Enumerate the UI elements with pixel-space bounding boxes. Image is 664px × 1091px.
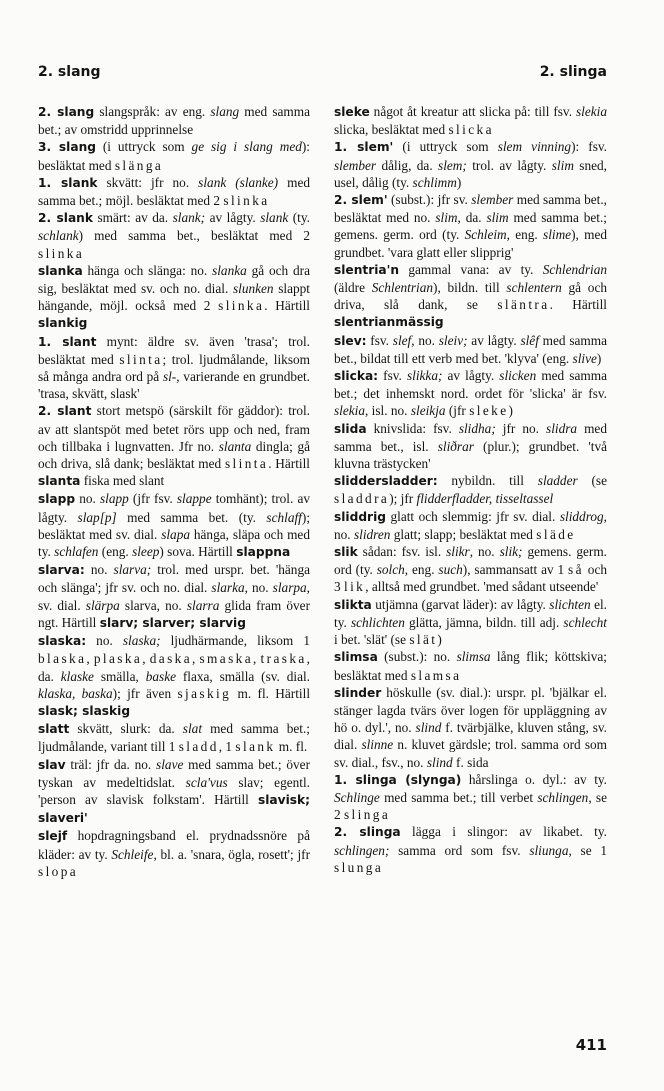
entry-text: slav; egentl. 'person av slavisk folkstam'. Härtill [38, 774, 310, 807]
italic-term: sliunga [529, 842, 569, 858]
italic-term: slember [471, 192, 514, 208]
entry-text: med samma bet. (ty. [116, 509, 267, 525]
italic-term: slang [210, 104, 240, 119]
entry-text: m. fl. [275, 739, 308, 755]
entry-text: smärt: av da. [92, 210, 173, 226]
italic-term: schlaff [266, 509, 302, 525]
cross-reference: släde [536, 526, 576, 542]
entry-text: (subst.): jfr sv. [387, 192, 472, 208]
cross-reference: slunga [334, 859, 384, 875]
headword: slanta [38, 474, 81, 489]
cross-reference: traska [260, 651, 307, 667]
entry-text: glatt och slemmig: jfr sv. dial. [385, 508, 560, 524]
italic-term: sleikja [410, 403, 446, 419]
entry-text: (ty. [288, 210, 310, 226]
headword: slentria'n [334, 262, 400, 277]
entry-text: no. [84, 562, 114, 578]
cross-reference: smaska [199, 651, 254, 667]
italic-term: slave [156, 756, 184, 772]
entry-text: , [86, 651, 94, 667]
entry-text: av lågty. [467, 332, 521, 348]
italic-term: slarra [186, 597, 220, 613]
italic-term: slärpa [85, 597, 120, 613]
cross-reference: sjaskig [177, 685, 232, 701]
entry-text: , [253, 651, 261, 667]
dictionary-entry [334, 191, 607, 261]
entry-text: (eng. [98, 544, 133, 560]
entry-text: mynt: äldre sv. även 'trasa'; trol. besläktat med [38, 333, 311, 367]
cross-reference: slinga [343, 807, 391, 823]
dictionary-entry [334, 367, 607, 420]
entry-text: sned, usel, dålig (ty. [334, 157, 607, 190]
italic-term: slidren [353, 526, 391, 542]
entry-text: hopdragningsband el. prydnadssnöre på kläder: av ty. [38, 828, 310, 862]
italic-term: schlafen [54, 544, 99, 560]
dictionary-entry [334, 138, 607, 191]
entry-text: i bet. 'slät' (se [334, 632, 410, 648]
dictionary-entry [38, 138, 310, 173]
cross-reference: lik [343, 579, 366, 595]
entry-text: , isl. no. [365, 403, 411, 419]
entry-text: glida fram över ngt. Härtill [38, 597, 310, 630]
entry-text: med samma bet.; ljudmålande, variant till 1 [38, 721, 311, 755]
italic-term: slicken [499, 368, 537, 384]
entry-text: ) [596, 350, 602, 366]
entry-text: , bl. a. 'snara, ögla, rosett'; jfr [153, 846, 310, 862]
italic-term: slank (slanke) [198, 174, 279, 190]
entry-text: no. [86, 633, 123, 649]
italic-term: slekia [575, 104, 607, 119]
cross-reference: slät [409, 632, 438, 648]
cross-reference: släntra [497, 297, 550, 313]
cross-reference: sleke [469, 403, 509, 419]
headword: 2. slant [38, 404, 92, 419]
entry-text: något åt kreatur att slicka på: till fsv. [369, 104, 576, 119]
cross-reference: daska [149, 651, 192, 667]
dictionary-entry [334, 596, 607, 649]
italic-term: slat [182, 721, 203, 737]
dictionary-entry [38, 490, 310, 561]
running-head-left: 2. slang [38, 64, 101, 80]
entry-text: flaxa, smälla (sv. dial. [176, 668, 310, 684]
italic-term: flidderfladder, tisseltassel [416, 491, 554, 507]
headword: sliddersladder: [334, 474, 438, 489]
entry-text: dålig, da. [376, 157, 439, 173]
dictionary-entry [334, 823, 607, 876]
entry-text: glatt; slapp; besläktat med [390, 526, 537, 542]
entry-text: , eng. [404, 562, 439, 578]
entry-text: nybildn. till [437, 473, 538, 489]
entry-text: , 1 [218, 739, 236, 755]
entry-text: ) [508, 403, 513, 419]
entry-text: no. [75, 491, 100, 507]
italic-term: slim [486, 210, 509, 226]
italic-term: Schlendrian [542, 261, 607, 277]
italic-term: Schleim [464, 227, 507, 243]
entry-text: hänga, släpa och med ty. [38, 526, 310, 560]
cross-reference: blaska [38, 651, 87, 667]
italic-term: slember [334, 157, 377, 173]
entry-text: med samma bet.; det inhemskt nord. ordet för 'slicka' är fsv. [334, 368, 607, 402]
italic-term: slimsa [456, 649, 491, 665]
headword: slappna [236, 545, 291, 560]
dictionary-entry [334, 420, 607, 473]
entry-text: av lågty. [205, 210, 261, 226]
headword: slavisk; slaveri' [38, 792, 310, 826]
italic-term: baske [145, 668, 176, 684]
cross-reference: slopa [38, 863, 79, 879]
italic-term: slikr [446, 544, 470, 560]
entry-text: gå och driva, slå dank, se [334, 280, 607, 313]
entry-text: smälla, [93, 668, 146, 684]
entry-text: lägga i slingor: av likabet. ty. [400, 824, 607, 840]
entry-text: gemens. germ. ord (ty. [334, 544, 607, 578]
dictionary-entry [334, 103, 607, 138]
cross-reference: slank [235, 739, 276, 755]
entry-text: (se [577, 473, 607, 489]
italic-term: Schlentrian [371, 280, 434, 296]
italic-term: slap[p] [77, 509, 117, 525]
entry-text: glätta, jämna, bildn. till adj. [404, 614, 564, 630]
entry-text: fsv. [366, 332, 393, 348]
entry-text: (jfr [445, 403, 470, 419]
headword: slejf [38, 829, 68, 844]
entry-text: hårslinga o. dyl.: av ty. [461, 771, 607, 787]
italic-term: schlingen; [334, 842, 390, 858]
italic-term: such [438, 562, 463, 578]
entry-text: ljudhärmande, liksom 1 [160, 633, 310, 649]
right-column [334, 103, 607, 876]
headword: slikta [334, 597, 372, 612]
entry-text: f. sida [452, 754, 489, 770]
italic-term: slarva; [113, 562, 152, 578]
entry-text: . Härtill [268, 456, 310, 472]
cross-reference: slinka [38, 245, 85, 261]
italic-term: schlecht [563, 614, 607, 630]
cross-reference: plaska [93, 651, 143, 667]
cross-reference: så [568, 562, 584, 578]
headword: 3. slang [38, 140, 96, 155]
entry-text: skvätt: jfr no. [97, 174, 199, 190]
entry-text: med samma bet., besläktat med no. [334, 192, 607, 226]
headword: 2. slem' [334, 193, 388, 208]
dictionary-entry [334, 543, 607, 596]
entry-text: trol. med urspr. bet. 'hänga och slänga'; jfr sv. och no. dial. [38, 562, 310, 596]
entry-text: . Härtill [264, 298, 310, 314]
italic-term: slanka [212, 262, 247, 278]
entry-text: skvätt, slurk: da. [69, 721, 183, 737]
italic-term: slappe [176, 491, 212, 507]
dictionary-entry [38, 561, 310, 632]
headword: sleke [334, 105, 370, 119]
entry-text: gammal vana: av ty. [399, 261, 543, 277]
dictionary-entry [38, 756, 310, 828]
headword: slicka: [334, 369, 379, 384]
dictionary-entry [334, 261, 607, 332]
entry-text: med samma bet.; gemens. germ. ord (ty. [334, 210, 607, 243]
italic-term: slunken [232, 281, 274, 297]
italic-term: slaska; [122, 633, 161, 649]
cross-reference: slinka [223, 193, 270, 209]
italic-term: ge sig i slang med [191, 139, 302, 155]
entry-text: , se 2 [334, 789, 607, 823]
entry-text: utjämna (garvat läder): av lågty. [371, 596, 550, 612]
entry-text: samma ord som fsv. [389, 842, 530, 858]
entry-text: av lågty. [442, 368, 500, 384]
italic-term: schlingen [537, 789, 589, 805]
entry-text: , no. [411, 332, 439, 348]
entry-text: ), bildn. till [433, 280, 507, 296]
cross-reference: slamsa [410, 667, 462, 683]
headword: slapp [38, 492, 76, 507]
entry-text: fsv. [378, 368, 407, 384]
entry-text: n. kluvet gärdsle; trol. samma ord som sv. dial., fsv., no. [334, 737, 607, 770]
entry-text: ); jfr [389, 491, 417, 507]
cross-reference: slinka [218, 298, 265, 314]
italic-term: klaska, baska [38, 685, 113, 701]
entry-text: lång flik; köttskiva; besläktat med [334, 649, 607, 683]
italic-term: slime [543, 227, 572, 243]
italic-term: sliddrog [559, 508, 604, 524]
italic-term: slidra [546, 420, 578, 436]
dictionary-entry [38, 262, 310, 333]
running-head-right: 2. slinga [539, 64, 607, 80]
headword: slev: [334, 333, 367, 348]
dictionary-entry [334, 472, 607, 507]
headword: slav [38, 757, 66, 772]
headword: slankig [38, 316, 88, 331]
headword: slask; slaskig [38, 703, 131, 718]
headword: 1. slank [38, 175, 98, 190]
entry-text: gå och dra sig, besläktat med sv. och no. dial. [38, 262, 310, 297]
entry-text: ); jfr även [112, 685, 178, 701]
entry-text: med samma bet.; av omstridd upprinnelse [38, 104, 310, 138]
italic-term: sliðrar [437, 438, 474, 454]
cross-reference: sladdra [334, 491, 390, 507]
headword: 1. slant [38, 334, 97, 349]
cross-reference: slinta [224, 456, 269, 472]
italic-term: slive [572, 350, 597, 366]
entry-text: stort metspö (särskilt för gäddor): trol. av att slantspöt med betet rörs upp och ned, fram och tillbaka i lugnvatten. Jfr no. [38, 403, 310, 454]
headword: slimsa [334, 650, 378, 665]
entry-text: , eng. [506, 227, 544, 243]
italic-term: slem; [438, 157, 467, 173]
dictionary-entry [38, 333, 310, 403]
entry-text: , sv. dial. [38, 580, 310, 613]
dictionary-entry [334, 771, 607, 824]
headword: slentrianmässig [334, 315, 444, 330]
italic-term: slekia [334, 403, 366, 419]
entry-text: fiska med slant [80, 473, 165, 489]
headword: slinder [334, 685, 382, 700]
entry-text: knivslida: fsv. [366, 420, 459, 436]
entry-text: ), med grundbet. 'vara glatt eller slipprig' [334, 227, 607, 260]
entry-text: med samma bet.; över tyskan av medeltidslat. [38, 756, 310, 790]
headword: sliddrig [334, 509, 386, 524]
entry-text: , no. [334, 508, 607, 542]
entry-text: , no. [244, 580, 273, 596]
dictionary-entry [38, 632, 310, 720]
entry-text: slappt hängande, möjl. också med 2 [38, 281, 310, 314]
entry-text: , varierande en grundbet. 'trasa, skvätt, slask' [38, 369, 310, 402]
entry-text: ): fsv. [571, 139, 608, 155]
entry-text: f. tvärbjälke, kluven stång, sv. dial. [334, 720, 607, 753]
headword: slanka [38, 263, 83, 278]
italic-term: schlentern [506, 280, 562, 296]
italic-term: sleep [132, 544, 160, 560]
headword: slaska: [38, 634, 87, 649]
italic-term: slarpa [272, 580, 307, 596]
italic-term: slef [392, 332, 412, 348]
italic-term: slim [435, 210, 458, 226]
dictionary-entry [38, 103, 310, 138]
cross-reference: slinta [119, 351, 163, 367]
left-column [38, 103, 310, 880]
dictionary-entry [38, 402, 310, 490]
headword: slida [334, 421, 367, 436]
headword: 1. slem' [334, 140, 394, 155]
entry-text: ) [456, 174, 462, 190]
entry-text: och 3 [334, 562, 607, 595]
italic-term: solch [376, 562, 405, 578]
headword: slarva: [38, 563, 85, 578]
entry-text: , da. [38, 651, 310, 684]
italic-term: slinne [361, 737, 394, 753]
italic-term: schlank [38, 228, 79, 244]
dictionary-entry [38, 209, 310, 262]
italic-term: schlichten [350, 614, 405, 630]
italic-term: Schlinge [334, 789, 380, 805]
dictionary-entry [334, 648, 607, 683]
entry-text: med samma bet., isl. [334, 420, 607, 454]
entry-text: , [142, 651, 150, 667]
italic-term: slem vinning [497, 139, 572, 155]
headword: 2. slinga [334, 825, 401, 840]
italic-term: slêf [520, 332, 539, 348]
italic-term: klaske [60, 668, 94, 684]
dictionary-entry [334, 332, 607, 367]
dictionary-entry [38, 720, 310, 755]
entry-text: jfr no. [495, 420, 547, 436]
entry-text: dingla; gå och driva, slå dank; besläktat med [38, 438, 310, 472]
entry-text: hänga och slänga: no. [82, 262, 213, 278]
entry-text: ) med samma bet., besläktat med 2 [78, 228, 310, 244]
italic-term: slind [415, 720, 442, 736]
dictionary-entry [334, 508, 607, 543]
italic-term: slim [551, 157, 574, 173]
dictionary-entry [334, 684, 607, 771]
entry-text: ): besläktat med [38, 139, 310, 173]
headword: slik [334, 545, 358, 560]
italic-term: sleiv; [438, 332, 468, 348]
entry-text: (plur.); grundbet. 'två kluvna trästycken' [334, 438, 607, 472]
entry-text: el. ty. [334, 596, 607, 630]
entry-text: (äldre [334, 280, 372, 296]
entry-text: träl: jfr da. no. [65, 756, 157, 772]
entry-text: ) [437, 632, 442, 648]
page-number: 411 [575, 1036, 607, 1054]
italic-term: schlimm [412, 174, 457, 190]
entry-text: (i uttryck som [95, 139, 192, 155]
italic-term: slikka; [406, 368, 443, 384]
entry-text: (jfr fsv. [128, 491, 177, 507]
italic-term: sladder [537, 473, 578, 489]
dictionary-entry [38, 174, 310, 209]
italic-term: slik; [499, 544, 523, 560]
entry-text: ); besläktat med sv. dial. [38, 509, 311, 542]
italic-term: Schleife [111, 846, 154, 862]
entry-text: med samma bet.; till verbet [379, 789, 538, 805]
italic-term: slapp [99, 491, 129, 507]
cross-reference: slänga [114, 157, 164, 173]
italic-term: slank [260, 210, 289, 226]
entry-text: , no. [469, 544, 500, 560]
entry-text: slarva, no. [119, 597, 187, 613]
italic-term: slank; [172, 210, 206, 226]
entry-text: , se 1 [568, 842, 607, 858]
headword: slarv; slarver; slarvig [99, 615, 246, 630]
entry-text: ) sova. Härtill [159, 544, 237, 560]
entry-text: med samma bet., bildat till ett verb med bet. 'klyva' (eng. [334, 332, 607, 366]
entry-text: tomhänt); trol. av lågty. [38, 491, 310, 525]
entry-text: , [192, 651, 200, 667]
headword: 1. slinga (slynga) [334, 772, 462, 787]
entry-text: , alltså med grundbet. 'med sådant utseende' [365, 579, 599, 595]
entry-text: sådan: fsv. isl. [357, 544, 447, 560]
cross-reference: slicka [448, 122, 494, 138]
italic-term: slidha; [458, 420, 496, 436]
cross-reference: sladd [178, 739, 219, 755]
entry-text: (i uttryck som [393, 139, 498, 155]
entry-text: trol. av lågty. [466, 157, 552, 173]
headword: 2. slang [38, 105, 95, 119]
entry-text: slangspråk: av eng. [94, 104, 211, 119]
entry-text: . Härtill [549, 297, 608, 313]
entry-text: (subst.): no. [377, 649, 457, 665]
italic-term: slanta [218, 438, 252, 454]
entry-text: höskulle (sv. dial.): urspr. pl. 'bjälkar el. stänger lagda tvärs över logen för uppläggning av hö o. dyl.', no. [334, 684, 607, 736]
italic-term: slarka [211, 580, 245, 596]
headword: 2. slank [38, 211, 93, 226]
entry-text: slicka, besläktat med [334, 122, 449, 138]
entry-text: , da. [457, 210, 487, 226]
headword: slatt [38, 722, 70, 737]
entry-text: m. fl. Härtill [231, 685, 311, 701]
entry-text: ; trol. ljudmålande, liksom så många andra ord på [38, 351, 310, 385]
italic-term: slapa [161, 526, 191, 542]
italic-term: sl- [162, 369, 177, 385]
italic-term: scla'vus [185, 774, 228, 790]
dictionary-entry [38, 827, 310, 880]
entry-text: med samma bet.; möjl. besläktat med 2 [38, 174, 311, 209]
italic-term: slichten [549, 596, 591, 612]
italic-term: slind [426, 754, 453, 770]
entry-text: ), sammansatt av 1 [462, 562, 569, 578]
